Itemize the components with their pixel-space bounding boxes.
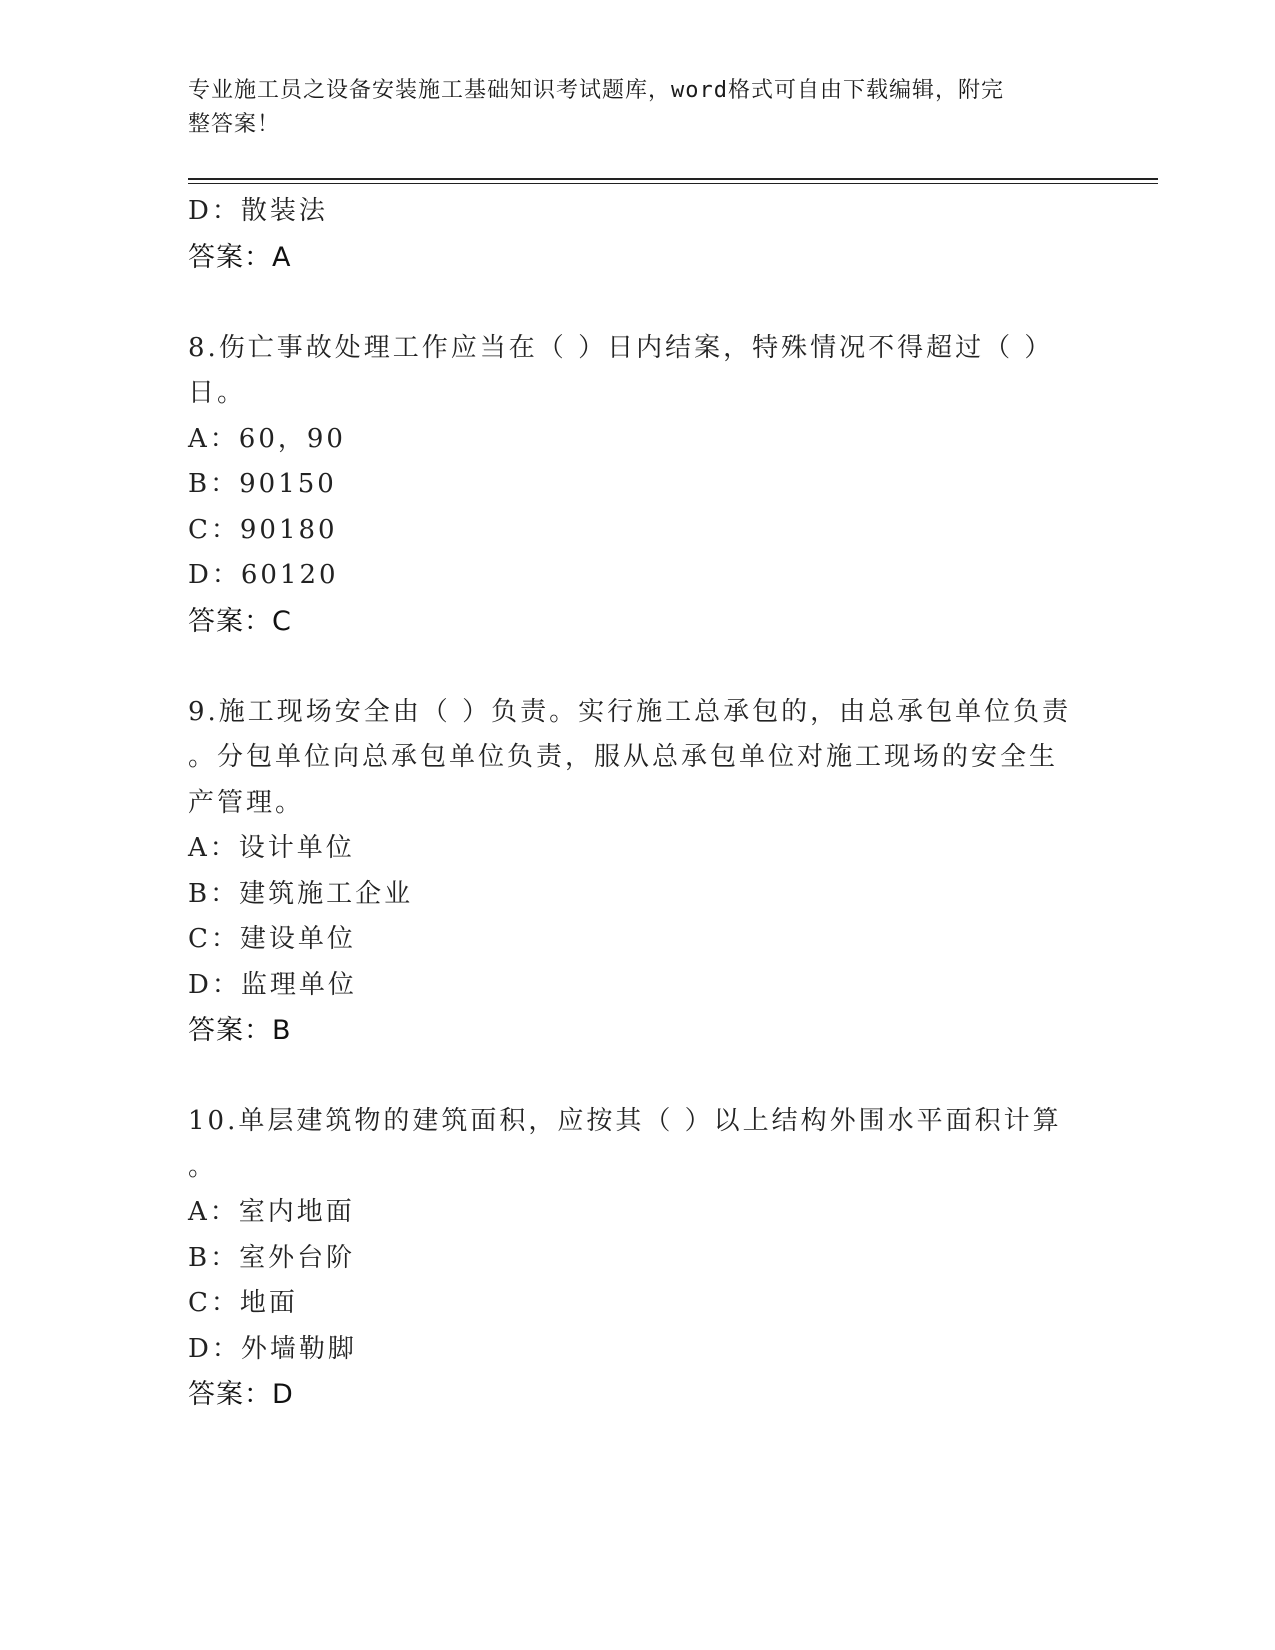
question-text-line: 日。 [188, 378, 247, 408]
option-a: A：室内地面 [188, 1197, 355, 1227]
question-8 [188, 326, 1088, 645]
spacer [188, 280, 1088, 326]
answer: 答案：C [188, 605, 292, 637]
question-text-line: 产管理。 [188, 787, 305, 818]
question-text-line: 8.伤亡事故处理工作应当在（ ）日内结案，特殊情况不得超过（ ） [188, 332, 1054, 363]
option-d: D：60120 [188, 560, 339, 590]
question-text-line: 10.单层建筑物的建筑面积，应按其（ ）以上结构外围水平面积计算 [188, 1106, 1062, 1136]
option-d: D：监理单位 [188, 969, 357, 1000]
document-header [188, 74, 1088, 142]
option-b: B：室外台阶 [188, 1242, 356, 1273]
header-divider-thin [188, 183, 1158, 184]
spacer [188, 644, 1088, 690]
header-divider-thick [188, 178, 1158, 180]
prev-answer: 答案：A [188, 241, 292, 273]
document-body [188, 189, 1088, 1418]
prev-option-d: D：散装法 [188, 196, 328, 226]
option-c: C：90180 [188, 514, 338, 545]
question-10 [188, 1099, 1088, 1418]
question-text-line: 。 [188, 1151, 218, 1182]
option-c: C：建设单位 [188, 924, 356, 954]
header-line-2: 整答案！ [188, 112, 281, 137]
question-text-line: 。分包单位向总承包单位负责，服从总承包单位对施工现场的安全生 [188, 742, 1059, 772]
spacer [188, 1054, 1088, 1100]
answer: 答案：B [188, 1015, 292, 1046]
question-9 [188, 690, 1088, 1054]
header-line-1: 专业施工员之设备安装施工基础知识考试题库，word格式可自由下载编辑，附完 [188, 78, 1004, 103]
answer: 答案：D [188, 1379, 294, 1410]
option-c: C：地面 [188, 1288, 298, 1318]
option-b: B：90150 [188, 469, 337, 499]
option-a: A：设计单位 [188, 833, 355, 863]
option-d: D：外墙勒脚 [188, 1333, 357, 1364]
question-text-line: 9.施工现场安全由（ ）负责。实行施工总承包的，由总承包单位负责 [188, 696, 1072, 727]
option-a: A：60，90 [188, 423, 346, 454]
option-b: B：建筑施工企业 [188, 878, 414, 909]
